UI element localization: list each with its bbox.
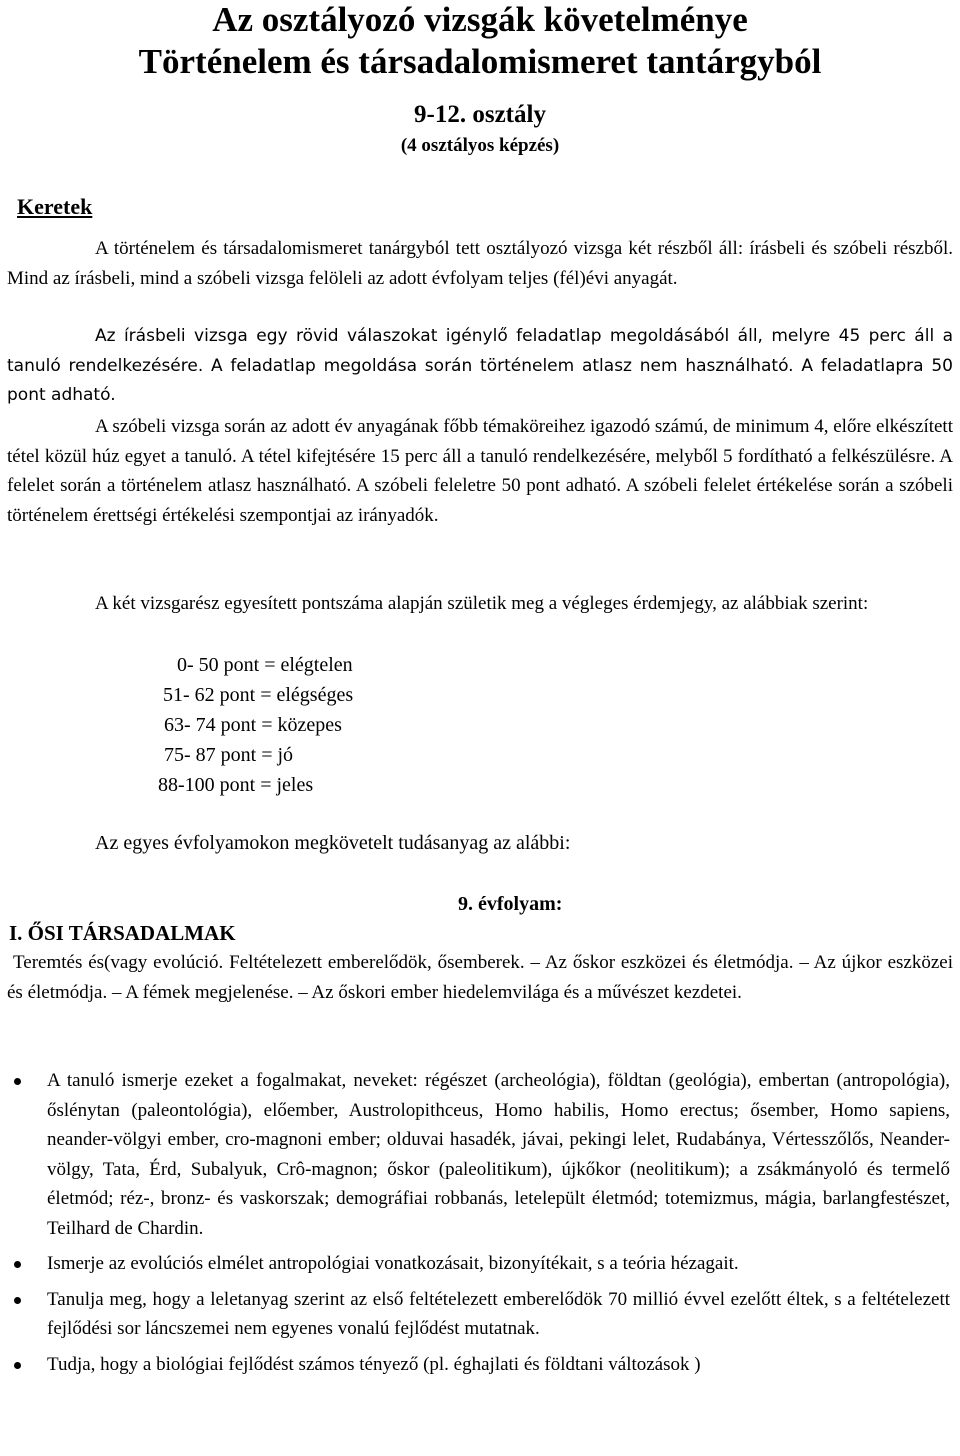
bullet-icon: [14, 1261, 21, 1268]
grade-row: 51- 62 pont = elégséges: [163, 684, 354, 706]
list-item: [0, 1350, 960, 1380]
list-item: [0, 1249, 960, 1279]
list-item: [0, 1066, 960, 1243]
year-label: 9. évfolyam:: [458, 893, 563, 915]
grade-row: 63- 74 pont = közepes: [164, 714, 342, 736]
grade-row: 0- 50 pont = elégtelen: [177, 654, 353, 676]
grade-range: 9-12. osztály: [414, 101, 546, 128]
document-subject: Történelem és társadalomismeret tantárgyból: [138, 42, 822, 81]
document-title: Az osztályozó vizsgák követelménye: [212, 0, 748, 39]
requirements-intro: Az egyes évfolyamokon megkövetelt tudásanyag az alábbi:: [95, 832, 571, 854]
bullet-icon: [14, 1078, 21, 1085]
training-type: (4 osztályos képzés): [400, 135, 560, 156]
list-item-text: A tanuló ismerje ezeket a fogalmakat, neveket: régészet (archeológia), földtan (geológia), embertan (antropológia), őslénytan (paleontológia), előember, Austrolopithceus, Homo habilis, Homo erectus; ősember, Homo sapiens, neander-völgyi ember, cro-magnoni ember; olduvai hasadék, jávai, pekingi lelet, Rudabánya, Vértesszőlős, Neander-völgy, Tata, Érd, Subalyuk, Crô-magnon; őskor (paleolitikum), újkőkor (neolitikum); a zsákmányoló és termelő életmód; réz-, bronz- és vaskorszak; demográfiai robbanás, letelepült életmód; totemizmus, mágia, barlangfestészet, Teilhard de Chardin.: [47, 1070, 950, 1239]
bullet-icon: [14, 1362, 21, 1369]
section-summary: Teremtés és(vagy evolúció. Feltételezett emberelődök, ősemberek. – Az őskor eszközei és életmódja. – Az újkor eszközei és életmódja. – A fémek megjelenése. – Az őskori ember hiedelemvilága és a művészet kezdetei.: [7, 952, 953, 1003]
section-title: I. ŐSI TÁRSADALMAK: [9, 921, 236, 945]
oral-exam-paragraph: A szóbeli vizsga során az adott év anyagának főbb témaköreihez igazodó számú, de minimum 4, előre elkészített tétel közül húz egyet a tanuló. A tétel kifejtésére 15 perc áll a tanuló rendelkezésére, melyből 5 fordítható a felkészülésre. A felelet során a történelem atlasz használható. A szóbeli feleletre 50 pont adható. A szóbeli felelet értékelése során a szóbeli történelem érettségi értékelési szempontjai az irányadók.: [7, 416, 953, 526]
list-item: [0, 1285, 960, 1344]
list-item-text: Tanulja meg, hogy a leletanyag szerint az első feltételezett emberelődök 70 millió évvel ezelőtt éltek, s a feltételezett fejlődési sor láncszemei nem egyenes vonalú fejlődést mutatnak.: [47, 1288, 950, 1339]
bullet-icon: [14, 1297, 21, 1304]
grade-row: 88-100 pont = jeles: [158, 774, 314, 796]
exam-parts-paragraph: A történelem és társadalomismeret tanárgyból tett osztályozó vizsga két részből áll: írásbeli és szóbeli részből. Mind az írásbeli, mind a szóbeli vizsga felöleli az adott évfolyam teljes (fél)évi anyagát.: [7, 238, 953, 289]
list-item-text: Tudja, hogy a biológiai fejlődést számos tényező (pl. éghajlati és földtani változások ): [47, 1353, 701, 1375]
grade-row: 75- 87 pont = jó: [164, 744, 294, 766]
requirements-list: [0, 1066, 960, 1385]
final-grade-paragraph: A két vizsgarész egyesített pontszáma alapján születik meg a végleges érdemjegy, az alábbiak szerint:: [95, 593, 869, 614]
list-item-text: Ismerje az evolúciós elmélet antropológiai vonatkozásait, bizonyítékait, s a teória hézagait.: [47, 1253, 739, 1274]
written-exam-paragraph: Az írásbeli vizsga egy rövid válaszokat igénylő feladatlap megoldásából áll, melyre 45 perc áll a tanuló rendelkezésére. A feladatlap megoldása során történelem atlasz nem használható. A feladatlapra 50 pont adható.: [7, 326, 953, 405]
keretek-heading: Keretek: [17, 194, 93, 219]
